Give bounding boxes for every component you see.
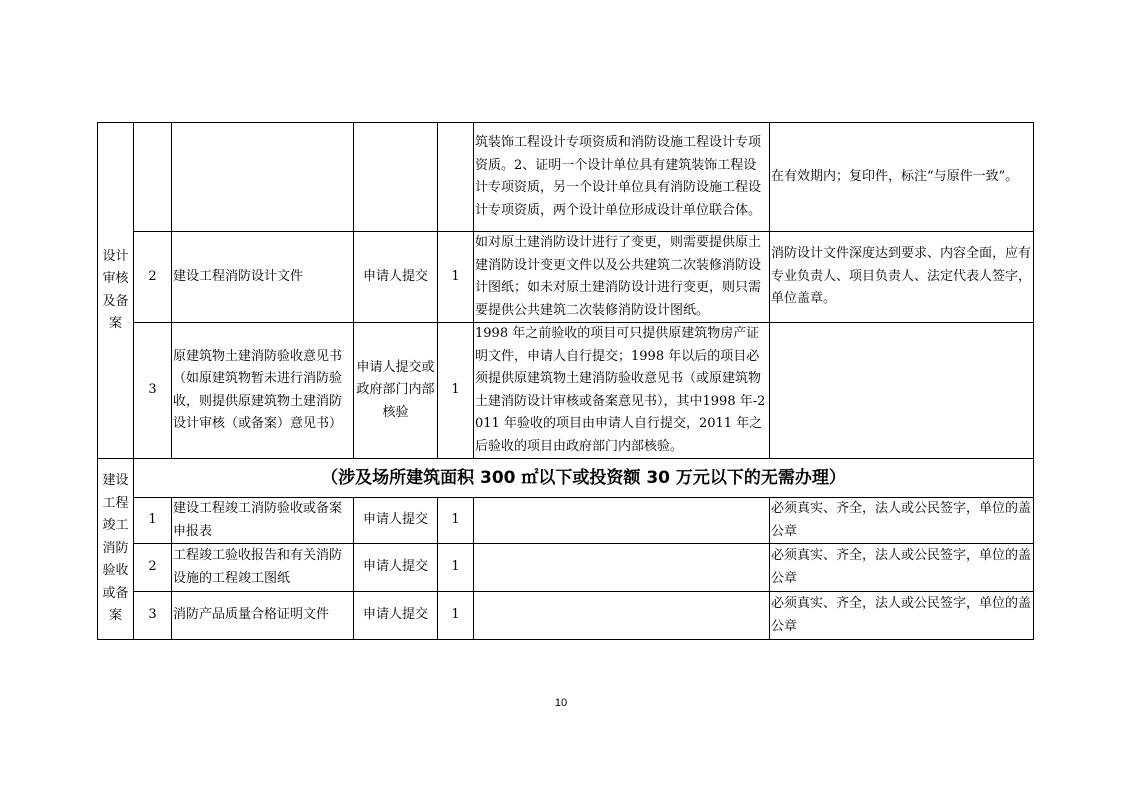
material-note: 在有效期内；复印件，标注“与原件一致”。 xyxy=(770,123,1034,232)
section-heading: （涉及场所建筑面积 300 ㎡以下或投资额 30 万元以下的无需办理） xyxy=(134,459,1034,498)
material-name: 建设工程竣工消防验收或备案申报表 xyxy=(172,498,354,544)
material-source xyxy=(354,123,438,232)
table-row xyxy=(98,544,1034,592)
material-note: 消防设计文件深度达到要求、内容全面，应有专业负责人、项目负责人、法定代表人签字，单位盖章。 xyxy=(770,232,1034,323)
material-source: 申请人提交 xyxy=(354,592,438,640)
row-index: 1 xyxy=(134,498,172,544)
material-count xyxy=(438,123,474,232)
material-requirement xyxy=(474,544,770,592)
material-note: 必须真实、齐全，法人或公民签字，单位的盖公章 xyxy=(770,592,1034,640)
section-heading-row xyxy=(98,459,1034,498)
material-requirement: 1998 年之前验收的项目可只提供原建筑物房产证明文件，申请人自行提交；1998 年以后的项目必须提供原建筑物土建消防验收意见书（或原建筑物土建消防设计审核或备案意见书），其中1998 年-2011 年验收的项目由申请人自行提交，2011 年之后验收的项目由政府部门内部核验。 xyxy=(474,323,770,459)
row-index: 3 xyxy=(134,323,172,459)
material-requirement xyxy=(474,592,770,640)
material-name: 原建筑物土建消防验收意见书（如原建筑物暂未进行消防验收，则提供原建筑物土建消防设计审核（或备案）意见书） xyxy=(172,323,354,459)
table-row xyxy=(98,232,1034,323)
material-note: 必须真实、齐全，法人或公民签字，单位的盖公章 xyxy=(770,544,1034,592)
row-index xyxy=(134,123,172,232)
material-requirement xyxy=(474,498,770,544)
material-count: 1 xyxy=(438,323,474,459)
material-source: 申请人提交 xyxy=(354,232,438,323)
material-note xyxy=(770,323,1034,459)
material-count: 1 xyxy=(438,592,474,640)
material-source: 申请人提交 xyxy=(354,544,438,592)
materials-table xyxy=(97,122,1034,640)
material-name: 工程竣工验收报告和有关消防设施的工程竣工图纸 xyxy=(172,544,354,592)
row-index: 2 xyxy=(134,232,172,323)
table-row xyxy=(98,323,1034,459)
material-requirement: 筑装饰工程设计专项资质和消防设施工程设计专项资质。2、证明一个设计单位具有建筑装饰工程设计专项资质，另一个设计单位具有消防设施工程设计专项资质，两个设计单位形成设计单位联合体。 xyxy=(474,123,770,232)
section-label: 建设工程竣工消防验收或备案 xyxy=(98,459,134,640)
material-source: 申请人提交或政府部门内部核验 xyxy=(354,323,438,459)
table-row xyxy=(98,592,1034,640)
section-label: 设计审核及备案 xyxy=(98,123,134,459)
material-requirement: 如对原土建消防设计进行了变更，则需要提供原土建消防设计变更文件以及公共建筑二次装修消防设计图纸；如未对原土建消防设计进行变更，则只需要提供公共建筑二次装修消防设计图纸。 xyxy=(474,232,770,323)
material-count: 1 xyxy=(438,232,474,323)
material-count: 1 xyxy=(438,498,474,544)
table-row xyxy=(98,498,1034,544)
page-number: 10 xyxy=(554,697,568,709)
row-index: 2 xyxy=(134,544,172,592)
material-count: 1 xyxy=(438,544,474,592)
material-name: 消防产品质量合格证明文件 xyxy=(172,592,354,640)
material-note: 必须真实、齐全，法人或公民签字，单位的盖公章 xyxy=(770,498,1034,544)
material-name xyxy=(172,123,354,232)
material-name: 建设工程消防设计文件 xyxy=(172,232,354,323)
table-row xyxy=(98,123,1034,232)
material-source: 申请人提交 xyxy=(354,498,438,544)
row-index: 3 xyxy=(134,592,172,640)
